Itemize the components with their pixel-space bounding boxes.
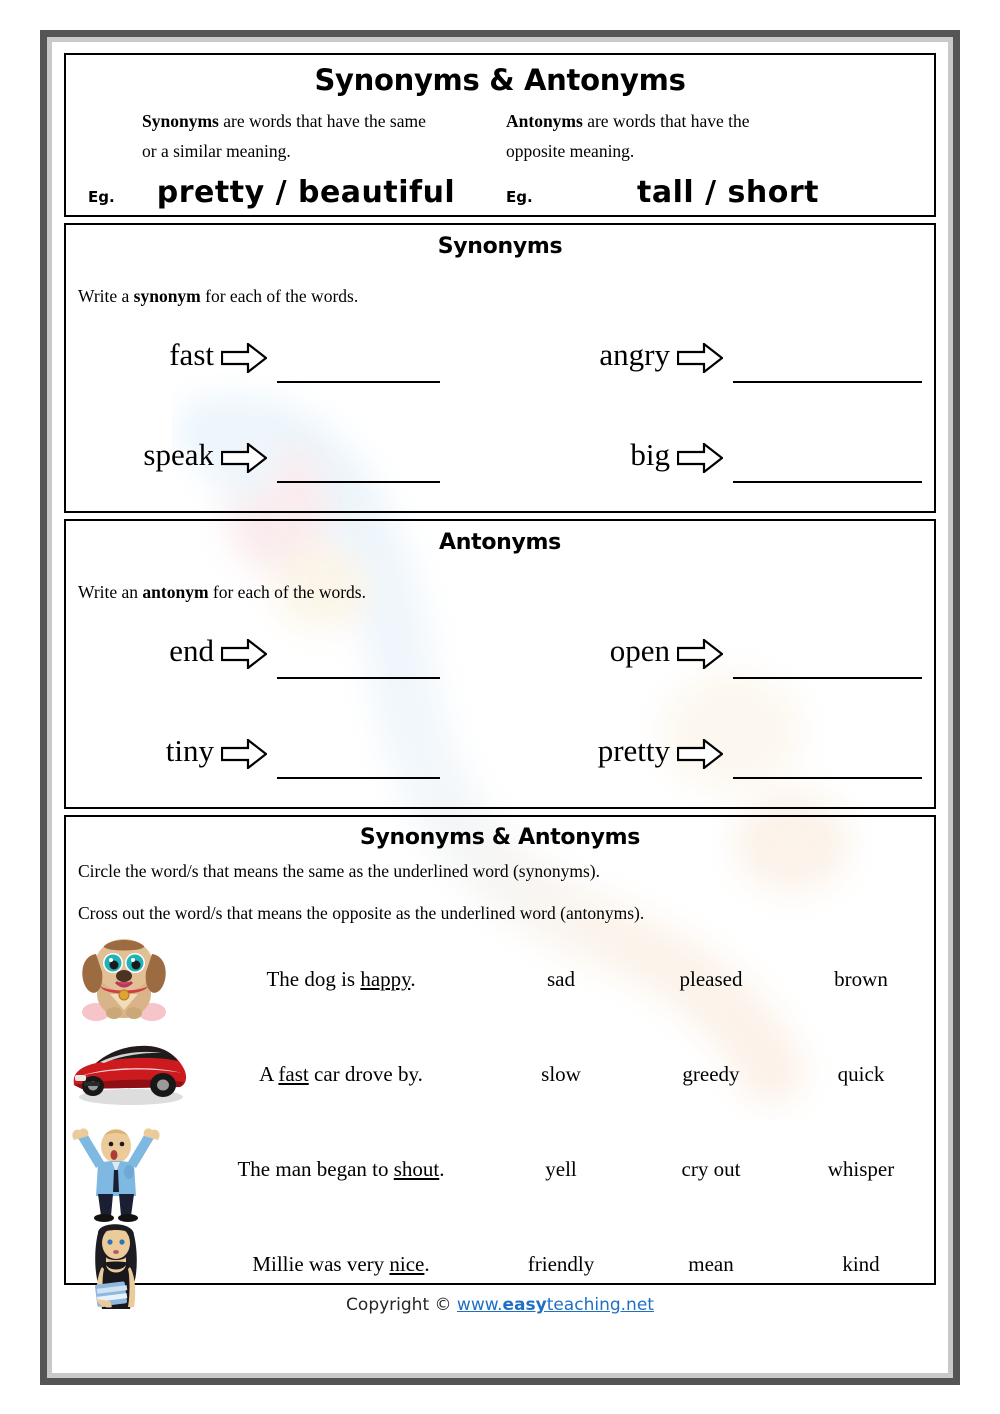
option-word[interactable]: slow	[541, 1062, 581, 1086]
synonym-word: fast	[169, 337, 214, 372]
mixed-section-title: Synonyms & Antonyms	[359, 825, 641, 850]
antonym-answer-blank[interactable]	[733, 777, 922, 779]
antonyms-section	[64, 519, 936, 809]
question-row	[66, 1027, 934, 1122]
dog-illustration	[66, 932, 196, 1027]
page-title: Synonyms & Antonyms	[314, 63, 686, 97]
right-arrow-outline-icon	[670, 335, 725, 378]
antonym-answer-blank[interactable]	[277, 677, 440, 679]
right-arrow-outline-icon	[670, 731, 725, 774]
antonym-prompt-row	[66, 625, 500, 725]
option-word[interactable]: kind	[842, 1252, 880, 1276]
synonym-answer-blank[interactable]	[277, 481, 440, 483]
antonym-definition-line2: opposite meaning.	[506, 141, 635, 161]
right-arrow-outline-icon	[214, 631, 269, 674]
antonyms-section-title: Antonyms	[439, 530, 561, 555]
question-sentence: Millie was very nice.	[252, 1252, 430, 1276]
synonym-example-label: Eg.	[88, 188, 115, 206]
mixed-practice-section	[64, 815, 936, 1285]
synonyms-word-grid	[66, 307, 934, 529]
easyteaching-link[interactable]: www.easyteaching.net	[456, 1295, 654, 1315]
option-word[interactable]: mean	[688, 1252, 734, 1276]
right-arrow-outline-icon	[670, 435, 725, 478]
synonym-word: angry	[599, 337, 670, 372]
option-word[interactable]: pleased	[679, 967, 743, 991]
examples-row	[76, 175, 924, 210]
option-word[interactable]: brown	[834, 967, 888, 991]
question-rows	[66, 924, 934, 1312]
question-sentence: The man began to shout.	[237, 1157, 445, 1181]
right-arrow-outline-icon	[670, 631, 725, 674]
antonyms-word-grid	[66, 603, 934, 825]
synonym-definition-line2: or a similar meaning.	[142, 141, 291, 161]
synonym-prompt-row	[66, 429, 500, 529]
synonyms-section	[64, 223, 936, 513]
red-sports-car-illustration	[66, 1027, 196, 1122]
copyright-text: Copyright ©	[346, 1295, 457, 1315]
cross-out-instruction: Cross out the word/s that means the opposite as the underlined word (antonyms).	[78, 903, 645, 923]
antonym-example-value: tall / short	[637, 175, 819, 210]
antonyms-instruction: Write an antonym for each of the words.	[78, 582, 366, 602]
question-row	[66, 932, 934, 1027]
antonym-prompt-row	[500, 725, 934, 825]
man-shouting-illustration	[66, 1122, 196, 1217]
synonym-prompt-row	[66, 329, 500, 429]
synonyms-instruction: Write a synonym for each of the words.	[78, 286, 359, 306]
antonym-prompt-row	[500, 625, 934, 725]
antonym-example	[500, 175, 920, 210]
synonym-prompt-row	[500, 429, 934, 529]
antonym-word: open	[609, 633, 670, 668]
underlined-word: fast	[278, 1062, 309, 1086]
option-word[interactable]: yell	[545, 1157, 577, 1181]
option-word[interactable]: greedy	[682, 1062, 740, 1086]
synonyms-section-title: Synonyms	[437, 234, 563, 259]
option-word[interactable]: cry out	[681, 1157, 741, 1181]
synonym-prompt-row	[500, 329, 934, 429]
antonym-word: end	[169, 633, 214, 668]
option-word[interactable]: sad	[547, 967, 575, 991]
synonym-word: speak	[143, 437, 214, 472]
underlined-word: happy	[360, 967, 411, 991]
antonym-word: pretty	[597, 733, 670, 768]
right-arrow-outline-icon	[214, 335, 269, 378]
antonym-example-label: Eg.	[506, 188, 533, 206]
option-word[interactable]: whisper	[827, 1157, 895, 1181]
antonym-definition	[500, 106, 920, 166]
header-section	[64, 53, 936, 217]
antonym-prompt-row	[66, 725, 500, 825]
synonym-answer-blank[interactable]	[277, 381, 440, 383]
synonym-definition-text: are words that have the same	[218, 111, 426, 131]
question-sentence: A fast car drove by.	[259, 1062, 423, 1086]
right-arrow-outline-icon	[214, 435, 269, 478]
antonym-answer-blank[interactable]	[277, 777, 440, 779]
question-row	[66, 1122, 934, 1217]
worksheet-sheet	[52, 42, 948, 1373]
synonym-answer-blank[interactable]	[733, 481, 922, 483]
option-word[interactable]: friendly	[527, 1252, 595, 1276]
underlined-word: shout	[393, 1157, 440, 1181]
circle-instruction: Circle the word/s that means the same as the underlined word (synonyms).	[78, 861, 600, 881]
page-frame-inner-bevel	[47, 37, 953, 1378]
antonym-answer-blank[interactable]	[733, 677, 922, 679]
synonym-example	[80, 175, 500, 210]
antonym-word: tiny	[165, 733, 214, 768]
antonym-term: Antonyms	[506, 111, 583, 131]
option-word[interactable]: quick	[837, 1062, 885, 1086]
right-arrow-outline-icon	[214, 731, 269, 774]
footer	[64, 1285, 936, 1315]
definitions-row	[76, 106, 924, 166]
synonym-definition	[80, 106, 500, 166]
synonym-answer-blank[interactable]	[733, 381, 922, 383]
synonym-word: big	[630, 437, 670, 472]
question-sentence: The dog is happy.	[266, 967, 416, 991]
synonym-term: Synonyms	[142, 111, 219, 131]
page-frame	[40, 30, 960, 1385]
underlined-word: nice	[389, 1252, 425, 1276]
antonym-definition-text: are words that have the	[582, 111, 750, 131]
synonym-example-value: pretty / beautiful	[156, 175, 456, 210]
